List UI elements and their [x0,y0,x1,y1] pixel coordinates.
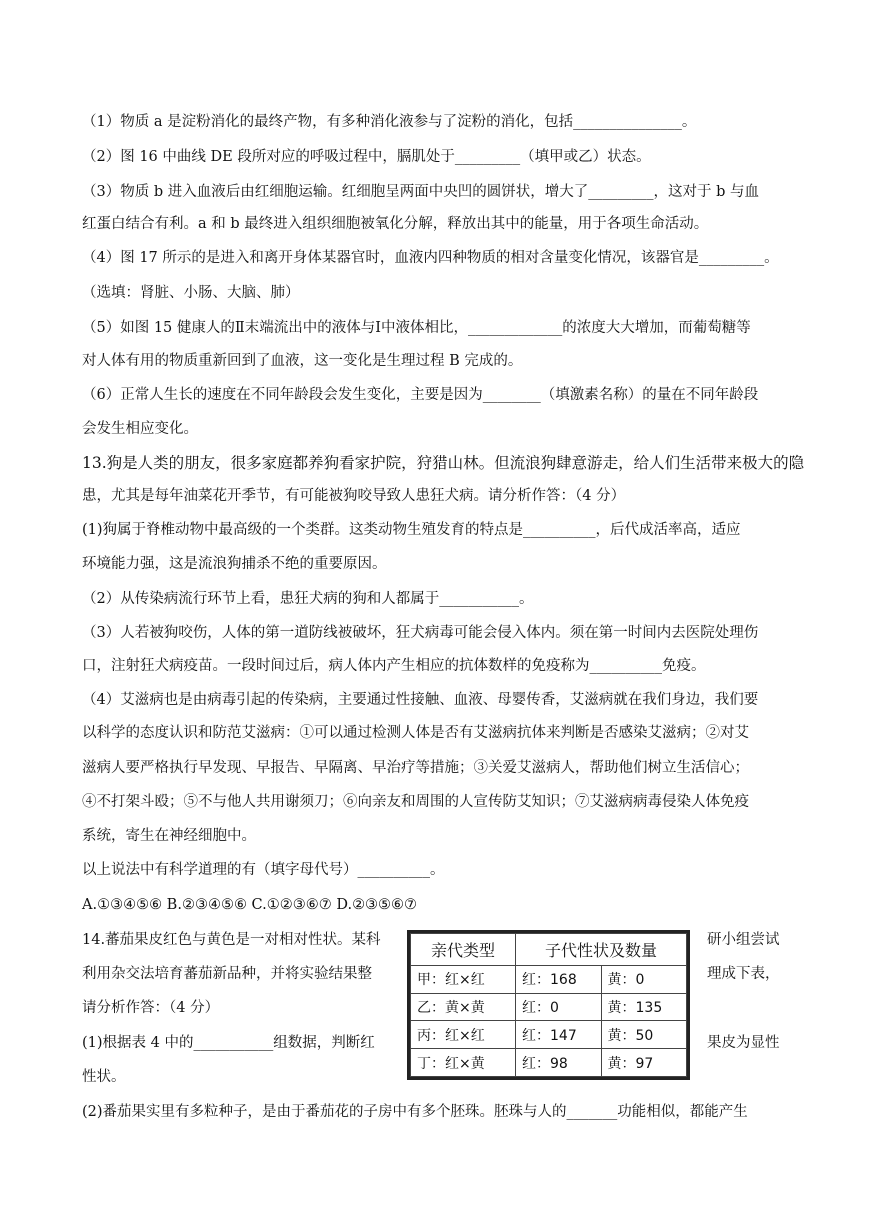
table-row [411,993,687,1021]
text-line: 对人体有用的物质重新回到了血液，这一变化是生理过程 B 完成的。 [82,353,523,369]
text-line: 患，尤其是每年油菜花开季节，有可能被狗咬导致人患狂犬病。请分析作答：（4 分） [82,488,626,504]
table-cell: 乙：黄×黄 [411,993,516,1021]
table-row [411,1049,687,1077]
text-line: 红蛋白结合有利。a 和 b 最终进入组织细胞被氧化分解，释放出其中的能量，用于各项生命活动。 [82,216,709,232]
data-table [410,933,687,1077]
text-line: （3）人若被狗咬伤，人体的第一道防线被破坏，狂犬病毒可能会侵入体内。须在第一时间内去医院处理伤 [82,625,759,641]
text-line: 口，注射狂犬病疫苗。一段时间过后，病人体内产生相应的抗体数样的免疫称为__________免疫。 [82,658,706,674]
text-line: 以科学的态度认识和防范艾滋病：①可以通过检测人体是否有艾滋病抗体来判断是否感染艾滋病；②对艾 [82,725,749,741]
question-14-stem: 14.蕃茄果皮红色与黄色是一对相对性状。某科 [82,932,381,948]
table-cell: 红：168 [516,965,602,993]
text-line: (2)番茄果实里有多粒种子，是由于番茄花的子房中有多个胚珠。胚珠与人的_______功能相似，都能产生 [82,1104,748,1120]
text-line: 以上说法中有科学道理的有（填字母代号）__________。 [82,862,445,878]
text-line: （6）正常人生长的速度在不同年龄段会发生变化，主要是因为________（填激素名称）的量在不同年龄段 [82,387,759,403]
cross-results-table [407,930,690,1080]
text-line: （2）从传染病流行环节上看，患狂犬病的狗和人都属于___________。 [82,591,534,607]
text-line: （3）物质 b 进入血液后由红细胞运输。红细胞呈两面中央凹的圆饼状，增大了_________，这对于 b 与血 [82,184,759,200]
text-line: 滋病人要严格执行早发现、早报告、早隔离、早治疗等措施；③关爱艾滋病人，帮助他们树立生活信心； [82,760,749,776]
table-row [411,965,687,993]
text-line: （1）物质 a 是淀粉消化的最终产物，有多种消化液参与了淀粉的消化，包括_______________。 [82,114,697,130]
text-line: 果皮为显性 [707,1035,780,1051]
table-cell: 红：98 [516,1049,602,1077]
text-line: 利用杂交法培育蕃茄新品种，并将实验结果整 [82,966,372,982]
table-cell: 红：0 [516,993,602,1021]
table-cell: 红：147 [516,1021,602,1049]
table-cell: 丙：红×红 [411,1021,516,1049]
table-cell: 甲：红×红 [411,965,516,993]
text-line: 环境能力强，这是流浪狗捕杀不绝的重要原因。 [82,556,387,572]
table-row [411,1021,687,1049]
text-line: 研小组尝试 [707,932,780,948]
text-line: 性状。 [82,1069,126,1085]
text-line: (1)狗属于脊椎动物中最高级的一个类群。这类动物生殖发育的特点是__________，后代成活率高，适应 [82,522,741,538]
text-line: （选填：肾脏、小肠、大脑、肺） [82,285,300,301]
text-line: (1)根据表 4 中的___________组数据，判断红 [82,1035,375,1051]
table-cell: 黄：97 [601,1049,687,1077]
text-line: （4）图 17 所示的是进入和离开身体某器官时，血液内四种物质的相对含量变化情况，该器官是_________。 [82,250,779,266]
text-line: 理成下表， [707,966,780,982]
answer-options: A.①③④⑤⑥ B.②③④⑤⑥ C.①②③⑥⑦ D.②③⑤⑥⑦ [82,897,418,913]
text-line: ④不打架斗殴；⑤不与他人共用谢须刀；⑥向亲友和周围的人宣传防艾知识；⑦艾滋病病毒侵染人体免疫 [82,794,749,810]
table-cell: 丁：红×黄 [411,1049,516,1077]
text-line: （2）图 16 中曲线 DE 段所对应的呼吸过程中，膈肌处于_________（填甲或乙）状态。 [82,149,651,165]
text-line: （4）艾滋病也是由病毒引起的传染病，主要通过性接触、血液、母婴传香，艾滋病就在我们身边，我们要 [82,692,759,708]
table-cell: 黄：50 [601,1021,687,1049]
text-line: 会发生相应变化。 [82,421,198,437]
question-13-stem: 13.狗是人类的朋友，很多家庭都养狗看家护院，狩猎山林。但流浪狗肆意游走，给人们生活带来极大的隐 [82,454,805,472]
text-line: （5）如图 15 健康人的Ⅱ末端流出中的液体与Ⅰ中液体相比，_____________的浓度大大增加，而葡萄糖等 [82,320,751,336]
table-cell: 黄：135 [601,993,687,1021]
text-line: 系统，寄生在神经细胞中。 [82,828,256,844]
table-cell: 黄：0 [601,965,687,993]
column-header: 子代性状及数量 [516,934,687,966]
column-header: 亲代类型 [411,934,516,966]
table-header-row [411,934,687,966]
text-line: 请分析作答：（4 分） [82,1000,220,1016]
